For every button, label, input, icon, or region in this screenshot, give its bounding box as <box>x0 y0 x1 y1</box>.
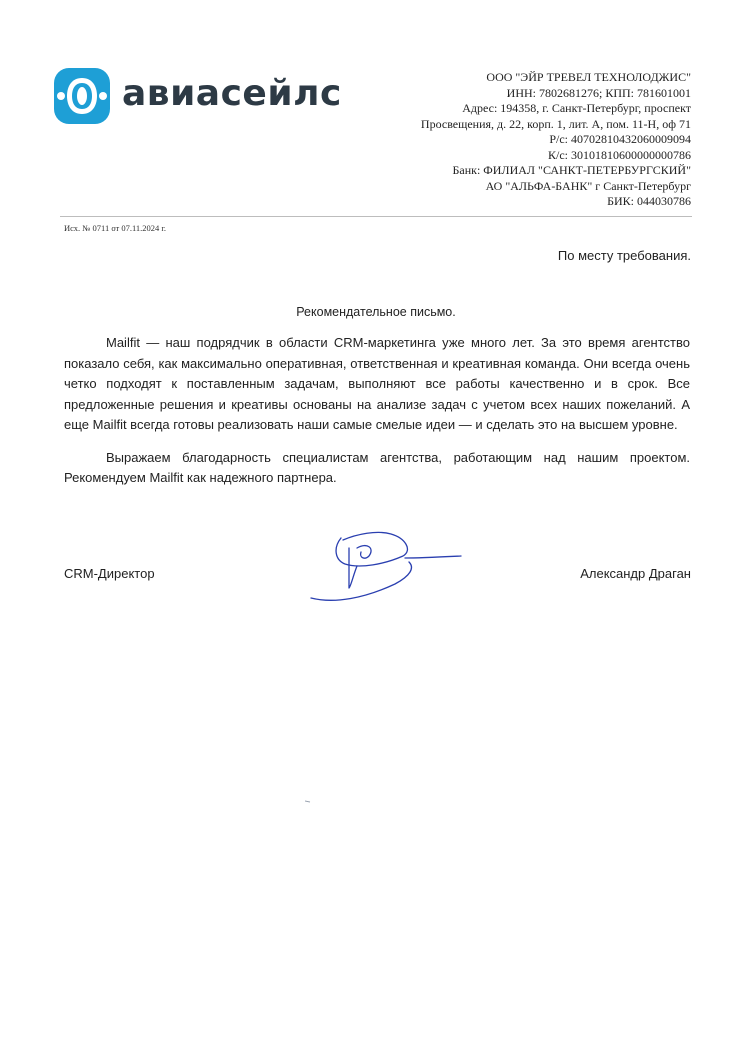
requisite-line: ООО "ЭЙР ТРЕВЕЛ ТЕХНОЛОДЖИС" <box>486 70 691 84</box>
signer-position: CRM-Директор <box>64 566 155 581</box>
company-logo <box>52 66 352 128</box>
letter-title: Рекомендательное письмо. <box>296 305 456 319</box>
outgoing-number: Исх. № 0711 от 07.11.2024 г. <box>64 223 167 233</box>
company-requisites <box>331 70 691 210</box>
paragraph: Выражаем благодарность специалистам агентства, работающим над нашим проектом. Рекомендуем Mailfit как надежного партнера. <box>64 449 690 485</box>
requisite-line: Банк: ФИЛИАЛ "САНКТ-ПЕТЕРБУРГСКИЙ" <box>452 163 691 177</box>
logo-wordmark: авиасейлс <box>122 73 342 114</box>
paragraph: Mailfit — наш подрядчик в области CRM-маркетинга уже много лет. За это время агентство показало себя, как максимально оперативная, ответственная и креативная команда. Они всегда очень четко подходят к поставленным задачам, выполняют все работы качественно и в срок. Все предложенные решения и креативы основаны на анализе задач с учетом всех наших пожеланий. А еще Mailfit всегда готовы реализовать наши самые смелые идеи — и сделать это на высшем уровне. <box>64 335 690 432</box>
requisite-line: Адрес: 194358, г. Санкт-Петербург, проспект <box>462 101 691 115</box>
letter-body <box>64 333 690 501</box>
requisite-line: БИК: 044030786 <box>607 194 691 208</box>
aviasales-porthole-icon <box>52 66 112 126</box>
requisite-line: Р/с: 40702810432060009094 <box>549 132 691 146</box>
header-divider <box>60 216 692 217</box>
requisite-line: К/с: 30101810600000000786 <box>548 147 691 162</box>
signer-name: Александр Драган <box>580 566 691 581</box>
handwritten-signature <box>305 528 465 608</box>
requisite-line: ИНН: 7802681276; КПП: 781601001 <box>506 85 691 100</box>
scan-speck <box>305 800 311 803</box>
requisite-line: АО "АЛЬФА-БАНК" г Санкт-Петербург <box>485 178 691 193</box>
recipient: По месту требования. <box>557 248 691 263</box>
requisite-line: Просвещения, д. 22, корп. 1, лит. А, пом. 11-Н, оф 71 <box>420 116 691 131</box>
